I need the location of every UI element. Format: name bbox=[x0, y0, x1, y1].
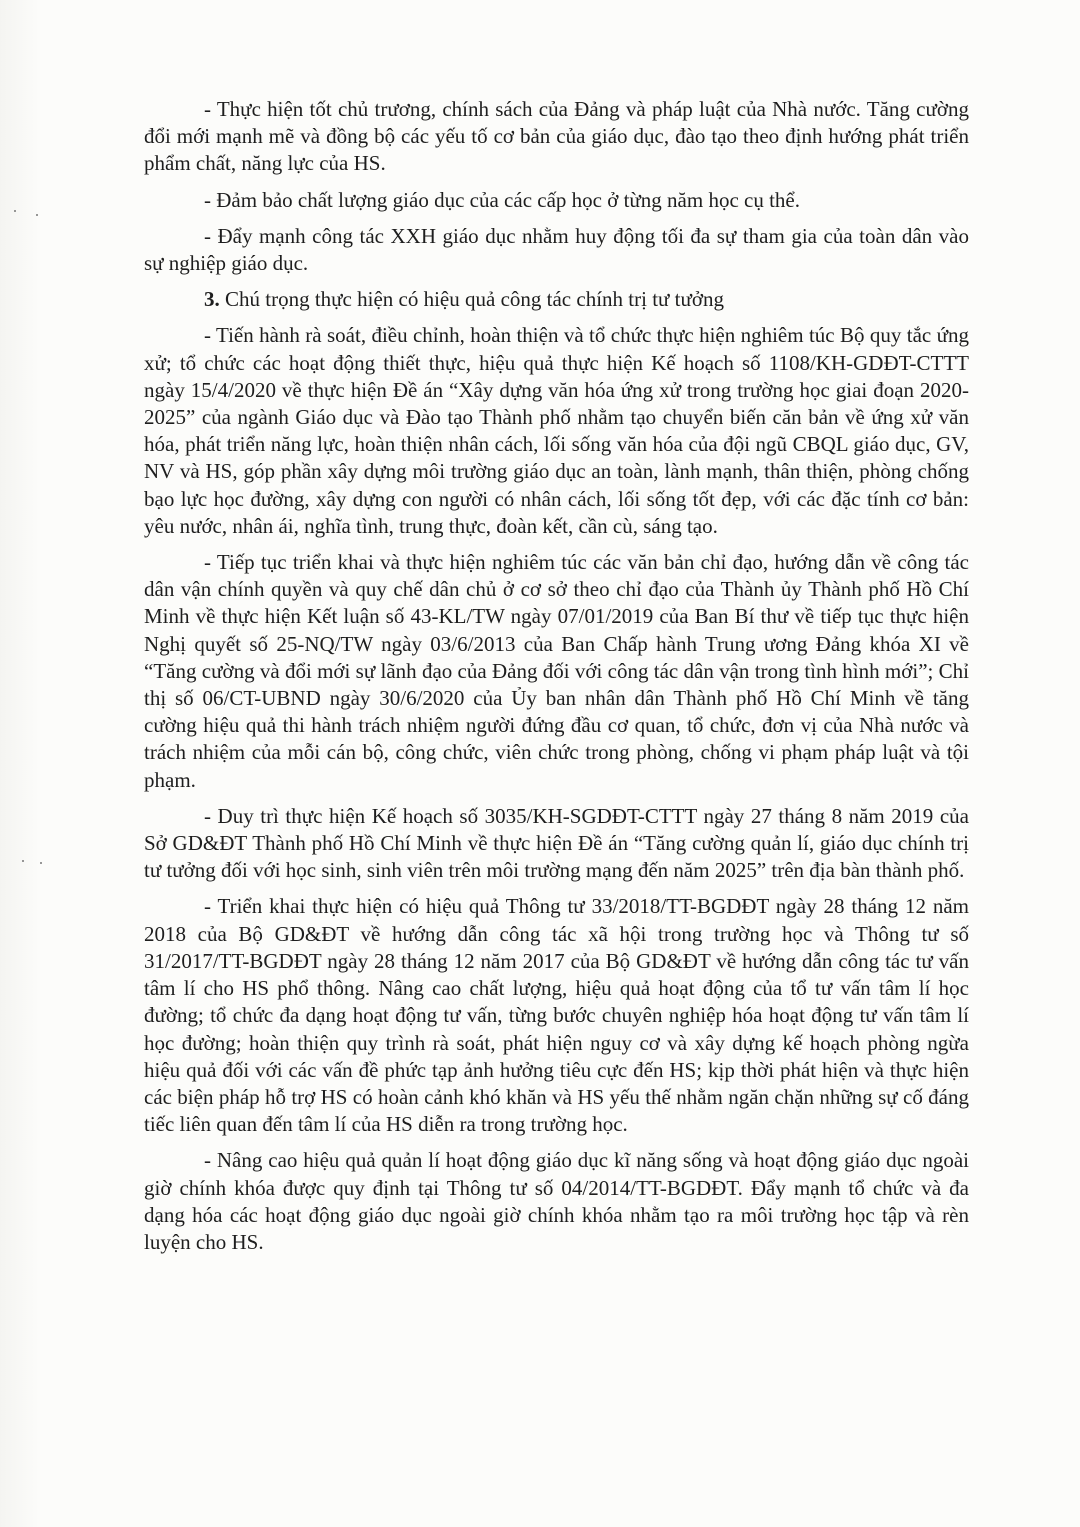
scan-speck bbox=[22, 860, 24, 862]
document-body bbox=[144, 96, 969, 1265]
scan-speck bbox=[14, 210, 16, 212]
paragraph: - Nâng cao hiệu quả quản lí hoạt động giáo dục kĩ năng sống và hoạt động giáo dục ngoài giờ chính khóa được quy định tại Thông tư số 04/2014/TT-BGDĐT. Đẩy mạnh tổ chức và đa dạng hóa các hoạt động giáo dục ngoài giờ chính khóa nhằm tạo ra môi trường học tập và rèn luyện cho HS. bbox=[144, 1148, 969, 1254]
paragraph: - Duy trì thực hiện Kế hoạch số 3035/KH-SGDĐT-CTTT ngày 27 tháng 8 năm 2019 của Sở GD&ĐT Thành phố Hồ Chí Minh về thực hiện Đề án “Tăng cường quản lí, giáo dục chính trị tư tưởng đối với học sinh, sinh viên trên môi trường mạng đến năm 2025” trên địa bàn thành phố. bbox=[144, 803, 969, 883]
scan-speck bbox=[36, 214, 38, 216]
scan-speck bbox=[40, 862, 42, 864]
section-heading bbox=[144, 286, 969, 313]
paragraph: - Triển khai thực hiện có hiệu quả Thông tư 33/2018/TT-BGDĐT ngày 28 tháng 12 năm 2018 của Bộ GD&ĐT về hướng dẫn công tác xã hội trong trường học và Thông tư số 31/2017/TT-BGDĐT ngày 28 tháng 12 năm 2017 của Bộ GD&ĐT về hướng dẫn công tác tư vấn tâm lí cho HS phổ thông. Nâng cao chất lượng, hiệu quả hoạt động của tổ tư vấn tâm lí học đường; tổ chức đa dạng hoạt động tư vấn, từng bước chuyên nghiệp hóa hoạt động tư vấn tâm lí học đường; hoàn thiện quy trình rà soát, phát hiện nguy cơ và xây dựng kế hoạch phòng ngừa hiệu quả đối với các vấn đề phức tạp ảnh hưởng tiêu cực đến HS; kịp thời phát hiện và thực hiện các biện pháp hỗ trợ HS có hoàn cảnh khó khăn và HS yếu thế nhằm ngăn chặn những sự cố đáng tiếc liên quan đến tâm lí của HS diễn ra trong trường học. bbox=[144, 894, 969, 1137]
section-number: 3. bbox=[204, 287, 220, 312]
paragraph: - Đẩy mạnh công tác XXH giáo dục nhằm huy động tối đa sự tham gia của toàn dân vào sự nghiệp giáo dục. bbox=[144, 223, 969, 276]
paragraph: - Tiến hành rà soát, điều chỉnh, hoàn thiện và tổ chức thực hiện nghiêm túc Bộ quy tắc ứng xử; tổ chức các hoạt động thiết thực, hiệu quả thực hiện Kế hoạch số 1108/KH-GDĐT-CTTT ngày 15/4/2020 về thực hiện Đề án “Xây dựng văn hóa ứng xử trong trường học giai đoạn 2020-2025” của ngành Giáo dục và Đào tạo Thành phố nhằm tạo chuyển biến căn bản về ứng xử văn hóa, phát triển năng lực, hoàn thiện nhân cách, lối sống văn hóa của đội ngũ CBQL giáo dục, GV, NV và HS, góp phần xây dựng môi trường giáo dục an toàn, lành mạnh, thân thiện, phòng chống bạo lực học đường, xây dựng con người có nhân cách, lối sống tốt đẹp, với các đặc tính cơ bản: yêu nước, nhân ái, nghĩa tình, trung thực, đoàn kết, cần cù, sáng tạo. bbox=[144, 323, 969, 538]
paragraph: - Tiếp tục triển khai và thực hiện nghiêm túc các văn bản chỉ đạo, hướng dẫn về công tác dân vận chính quyền và quy chế dân chủ ở cơ sở theo chỉ đạo của Thành ủy Thành phố Hồ Chí Minh về thực hiện Kết luận số 43-KL/TW ngày 07/01/2019 của Ban Bí thư về tiếp tục thực hiện Nghị quyết số 25-NQ/TW ngày 03/6/2013 của Ban Chấp hành Trung ương Đảng khóa XI về “Tăng cường và đổi mới sự lãnh đạo của Đảng đối với công tác dân vận trong tình hình mới”; Chỉ thị số 06/CT-UBND ngày 30/6/2020 của Ủy ban nhân dân Thành phố Hồ Chí Minh về tăng cường hiệu quả thi hành trách nhiệm người đứng đầu cơ quan, tổ chức, đơn vị của Nhà nước và trách nhiệm của mỗi cán bộ, công chức, viên chức trong phòng, chống vi phạm pháp luật và tội phạm. bbox=[144, 550, 969, 792]
paragraph: - Đảm bảo chất lượng giáo dục của các cấp học ở từng năm học cụ thể. bbox=[204, 187, 800, 212]
paragraph: - Thực hiện tốt chủ trương, chính sách của Đảng và pháp luật của Nhà nước. Tăng cường đổi mới mạnh mẽ và đồng bộ các yếu tố cơ bản của giáo dục, đào tạo theo định hướng phát triển phẩm chất, năng lực của HS. bbox=[144, 97, 969, 176]
section-title: Chú trọng thực hiện có hiệu quả công tác chính trị tư tưởng bbox=[225, 287, 724, 312]
